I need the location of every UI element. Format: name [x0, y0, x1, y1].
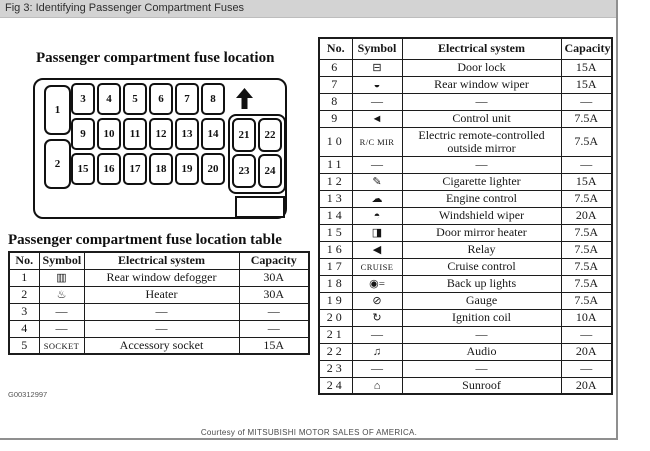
symbol-cell: [352, 343, 402, 360]
up-arrow-icon: [236, 88, 253, 114]
dash: —: [371, 327, 383, 342]
fuse-number-cell: 7: [319, 76, 352, 93]
symbol-cell: [39, 337, 84, 354]
table-row: [319, 224, 612, 241]
system-cell: Door mirror heater: [402, 224, 561, 241]
fuse-corner-group: [228, 114, 286, 194]
table-row: [319, 377, 612, 394]
symbol-cell: [352, 110, 402, 127]
system-cell: Control unit: [402, 110, 561, 127]
table-row: [319, 190, 612, 207]
gauge-icon: ⊘: [372, 295, 382, 308]
column-header: No.: [9, 252, 39, 269]
fuse-number-cell: 1: [9, 269, 39, 286]
table-header-row: [9, 252, 309, 269]
capacity-cell: —: [561, 326, 612, 343]
capacity-cell: 20A: [561, 207, 612, 224]
capacity-cell: 7.5A: [561, 241, 612, 258]
symbol-cell: [352, 377, 402, 394]
column-header: Capacity: [239, 252, 309, 269]
capacity-cell: 15A: [561, 76, 612, 93]
column-header: Symbol: [352, 38, 402, 59]
column-header: No.: [319, 38, 352, 59]
system-cell: Audio: [402, 343, 561, 360]
system-cell: Windshield wiper: [402, 207, 561, 224]
system-cell: Sunroof: [402, 377, 561, 394]
table-row: [9, 337, 309, 354]
fuse-number-cell: 6: [319, 59, 352, 76]
dash: —: [55, 320, 68, 335]
capacity-cell: 7.5A: [561, 127, 612, 156]
table-row: [319, 59, 612, 76]
door-lock-icon: ⊟: [372, 61, 382, 74]
audio-icon: ♫: [372, 346, 382, 359]
fuse-number-cell: 23: [319, 360, 352, 377]
system-cell: Rear window defogger: [84, 269, 239, 286]
fuse-slot: 5: [123, 83, 147, 115]
symbol-cell: [352, 59, 402, 76]
fuse-number-cell: 14: [319, 207, 352, 224]
system-cell: Accessory socket: [84, 337, 239, 354]
fuse-table-1-5: [8, 251, 310, 355]
system-cell: Electric remote-controlled outside mirror: [402, 127, 561, 156]
table-row: [319, 258, 612, 275]
symbol-cell: [352, 292, 402, 309]
capacity-cell: —: [561, 93, 612, 110]
capacity-cell: 15A: [561, 59, 612, 76]
fuse-number-cell: 24: [319, 377, 352, 394]
fuse-slot: 13: [175, 118, 199, 150]
ignition-coil-icon: ↻: [372, 312, 382, 325]
control-unit-icon: ◄: [371, 112, 383, 125]
fuse-slot: 15: [71, 153, 95, 185]
fuse-slot: 11: [123, 118, 147, 150]
capacity-cell: 30A: [239, 286, 309, 303]
table-row: [9, 269, 309, 286]
dash: —: [371, 93, 383, 108]
door-mirror-heater-icon: ◨: [371, 227, 383, 240]
capacity-cell: —: [239, 320, 309, 337]
fuse-slot: 6: [149, 83, 173, 115]
fuse-slot: 24: [258, 154, 282, 188]
symbol-cell: [352, 275, 402, 292]
column-header: Electrical system: [84, 252, 239, 269]
fuse-slot: 20: [201, 153, 225, 185]
system-cell: Heater: [84, 286, 239, 303]
cruise-label: CRUISE: [360, 262, 394, 273]
fuse-slot: 18: [149, 153, 173, 185]
fuse-number-cell: 5: [9, 337, 39, 354]
table-row: [319, 326, 612, 343]
capacity-cell: 7.5A: [561, 190, 612, 207]
system-cell: —: [84, 303, 239, 320]
rear-window-defogger-icon: ▥: [56, 271, 67, 284]
table-row: [319, 241, 612, 258]
column-header: Electrical system: [402, 38, 561, 59]
capacity-cell: 20A: [561, 343, 612, 360]
fuse-number-cell: 11: [319, 156, 352, 173]
symbol-cell: [352, 173, 402, 190]
system-cell: —: [402, 156, 561, 173]
diagram-title: Passenger compartment fuse location: [36, 50, 275, 66]
fuse-number-cell: 3: [9, 303, 39, 320]
fuse-number-cell: 4: [9, 320, 39, 337]
windshield-wiper-icon: ◓: [373, 210, 381, 223]
fuse-number-cell: 16: [319, 241, 352, 258]
table-row: [319, 127, 612, 156]
table-row: [319, 173, 612, 190]
fuse-number-cell: 18: [319, 275, 352, 292]
capacity-cell: 7.5A: [561, 292, 612, 309]
fuse-number-cell: 12: [319, 173, 352, 190]
table-row: [319, 93, 612, 110]
capacity-cell: 20A: [561, 377, 612, 394]
symbol-cell: [39, 303, 84, 320]
cigarette-lighter-icon: ✎: [372, 176, 382, 189]
symbol-cell: [352, 360, 402, 377]
symbol-cell: [352, 207, 402, 224]
fuse-main-grid: [71, 83, 225, 185]
sunroof-icon: ⌂: [373, 380, 381, 393]
table-row: [319, 110, 612, 127]
symbol-cell: [352, 127, 402, 156]
symbol-cell: [39, 286, 84, 303]
system-cell: Relay: [402, 241, 561, 258]
capacity-cell: 7.5A: [561, 110, 612, 127]
system-cell: Engine control: [402, 190, 561, 207]
fuse-slot: 16: [97, 153, 121, 185]
fuse-box-diagram: [33, 78, 287, 219]
fuse-number-cell: 21: [319, 326, 352, 343]
symbol-cell: [352, 309, 402, 326]
engine-control-icon: ☁: [371, 193, 383, 206]
fuse-slot: 12: [149, 118, 173, 150]
symbol-cell: [352, 190, 402, 207]
system-cell: Back up lights: [402, 275, 561, 292]
capacity-cell: —: [239, 303, 309, 320]
fuse-number-cell: 19: [319, 292, 352, 309]
system-cell: —: [402, 360, 561, 377]
fuse-number-cell: 9: [319, 110, 352, 127]
system-cell: Door lock: [402, 59, 561, 76]
courtesy-line: Courtesy of MITSUBISHI MOTOR SALES OF AMERICA.: [200, 428, 418, 437]
table-row: [319, 309, 612, 326]
dash: —: [371, 361, 383, 376]
system-cell: Rear window wiper: [402, 76, 561, 93]
symbol-cell: [352, 156, 402, 173]
fuse-slot: 10: [97, 118, 121, 150]
system-cell: Cruise control: [402, 258, 561, 275]
table-row: [319, 76, 612, 93]
rc-mir-label: R/C MIR: [359, 137, 395, 148]
fuse-number-cell: 17: [319, 258, 352, 275]
window-titlebar: [0, 0, 616, 18]
capacity-cell: 15A: [239, 337, 309, 354]
system-cell: Ignition coil: [402, 309, 561, 326]
symbol-cell: [352, 241, 402, 258]
table-row: [319, 292, 612, 309]
relay-icon: ◀: [372, 244, 382, 257]
table-header-row: [319, 38, 612, 59]
fuse-slot: 2: [44, 139, 71, 189]
system-cell: —: [402, 93, 561, 110]
fuse-number-cell: 10: [319, 127, 352, 156]
capacity-cell: 7.5A: [561, 224, 612, 241]
fuse-slot: 7: [175, 83, 199, 115]
document-code: G00312997: [8, 390, 48, 399]
table-row: [319, 156, 612, 173]
table-row: [9, 303, 309, 320]
table-row: [319, 360, 612, 377]
fuse-table-6-24: [318, 37, 613, 395]
capacity-cell: —: [561, 360, 612, 377]
capacity-cell: 10A: [561, 309, 612, 326]
system-cell: Cigarette lighter: [402, 173, 561, 190]
fuse-slot: 1: [44, 85, 71, 135]
fuse-slot: 22: [258, 118, 282, 152]
heater-icon: ♨: [56, 288, 67, 301]
table-row: [9, 286, 309, 303]
symbol-cell: [39, 269, 84, 286]
symbol-cell: [39, 320, 84, 337]
socket-label: SOCKET: [43, 340, 80, 351]
capacity-cell: 7.5A: [561, 275, 612, 292]
blank-slot: [235, 196, 285, 218]
fuse-slot: 21: [232, 118, 256, 152]
figure-title: Fig 3: Identifying Passenger Compartment Fuses: [5, 2, 245, 14]
fuse-slot: 19: [175, 153, 199, 185]
dash: —: [371, 157, 383, 172]
fuse-slot: 3: [71, 83, 95, 115]
back-up-lights-icon: ◉=: [369, 278, 385, 291]
fuse-number-cell: 2: [9, 286, 39, 303]
left-table-title: Passenger compartment fuse location table: [8, 232, 282, 248]
table-row: [9, 320, 309, 337]
fuse-slot: 14: [201, 118, 225, 150]
fuse-slot: 9: [71, 118, 95, 150]
capacity-cell: —: [561, 156, 612, 173]
fuse-number-cell: 13: [319, 190, 352, 207]
capacity-cell: 15A: [561, 173, 612, 190]
fuse-slot: 23: [232, 154, 256, 188]
symbol-cell: [352, 76, 402, 93]
table-row: [319, 207, 612, 224]
dash: —: [55, 303, 68, 318]
fuse-number-cell: 22: [319, 343, 352, 360]
fuse-slot: 8: [201, 83, 225, 115]
fuse-number-cell: 15: [319, 224, 352, 241]
column-header: Symbol: [39, 252, 84, 269]
rear-window-wiper-icon: ◒: [373, 78, 381, 91]
table-row: [319, 275, 612, 292]
fuse-number-cell: 20: [319, 309, 352, 326]
table-row: [319, 343, 612, 360]
symbol-cell: [352, 258, 402, 275]
symbol-cell: [352, 93, 402, 110]
symbol-cell: [352, 326, 402, 343]
column-header: Capacity: [561, 38, 612, 59]
fuse-left-column: [44, 85, 71, 193]
fuse-number-cell: 8: [319, 93, 352, 110]
fuse-slot: 17: [123, 153, 147, 185]
system-cell: —: [402, 326, 561, 343]
symbol-cell: [352, 224, 402, 241]
system-cell: —: [84, 320, 239, 337]
fuse-slot: 4: [97, 83, 121, 115]
capacity-cell: 7.5A: [561, 258, 612, 275]
capacity-cell: 30A: [239, 269, 309, 286]
system-cell: Gauge: [402, 292, 561, 309]
